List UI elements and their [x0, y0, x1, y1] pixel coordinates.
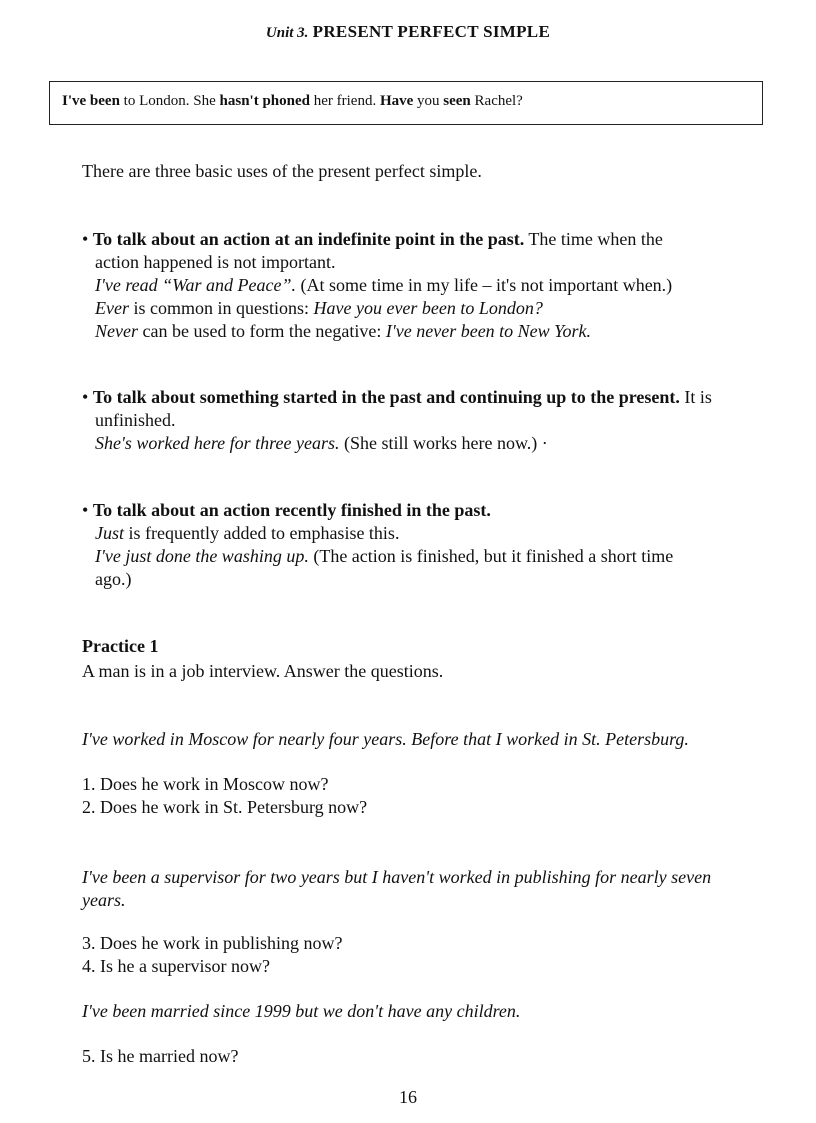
- bullet: •: [82, 387, 93, 407]
- example-text: Have you ever been to London?: [313, 298, 543, 318]
- intro-text: There are three basic uses of the present perfect simple.: [82, 161, 482, 181]
- example-text: She's worked here for three years.: [95, 433, 340, 453]
- use-text: is common in questions:: [128, 298, 314, 318]
- box-text: hasn't phoned: [219, 93, 310, 109]
- page-header: [0, 22, 816, 42]
- example-text: I've never been to New York.: [385, 321, 592, 341]
- practice-heading: Practice 1: [82, 636, 159, 656]
- box-text: seen: [443, 93, 471, 109]
- use-section-1: [82, 228, 772, 343]
- use-text: (She still works here now.) ·: [339, 433, 548, 453]
- use-text: (The action is finished, but it finished a short time: [308, 546, 674, 566]
- example-text: I've read “War and Peace”.: [95, 275, 296, 295]
- box-text: I've been: [62, 93, 120, 109]
- practice-instruction: A man is in a job interview. Answer the questions.: [82, 661, 444, 681]
- box-text: Rachel?: [470, 93, 523, 109]
- practice-passage-2: [82, 866, 782, 912]
- example-text: Ever: [95, 298, 129, 318]
- example-text: I've just done the washing up.: [95, 546, 309, 566]
- box-text: you: [413, 93, 444, 109]
- example-text: Just: [95, 523, 124, 543]
- use-heading: To talk about an action at an indefinite point in the past.: [92, 229, 525, 249]
- use-text: The time when the: [524, 229, 663, 249]
- use-text: unfinished.: [95, 410, 176, 430]
- example-text: Never: [95, 321, 138, 341]
- question-5: 5. Is he married now?: [82, 1046, 239, 1066]
- example-box: [49, 81, 763, 125]
- use-heading: To talk about something started in the past and continuing up to the present.: [92, 387, 680, 407]
- practice-passage-3: I've been married since 1999 but we don't have any children.: [82, 1001, 521, 1021]
- passage-line: I've been a supervisor for two years but I haven't worked in publishing for nearly seven: [82, 867, 712, 887]
- use-text: can be used to form the negative:: [137, 321, 386, 341]
- box-text: her friend.: [309, 93, 380, 109]
- question-2: 2. Does he work in St. Petersburg now?: [82, 797, 368, 817]
- question-4: 4. Is he a supervisor now?: [82, 956, 270, 976]
- unit-title: PRESENT PERFECT SIMPLE: [312, 22, 551, 41]
- passage-line: years.: [82, 890, 126, 910]
- use-text: (At some time in my life – it's not important when.): [295, 275, 673, 295]
- question-1: 1. Does he work in Moscow now?: [82, 774, 329, 794]
- use-section-3: [82, 499, 772, 591]
- unit-label: Unit 3.: [265, 25, 309, 41]
- bullet: •: [82, 229, 93, 249]
- bullet: •: [82, 500, 93, 520]
- use-text: action happened is not important.: [95, 252, 336, 272]
- question-3: 3. Does he work in publishing now?: [82, 933, 343, 953]
- use-text: It is: [679, 387, 712, 407]
- box-text: Have: [379, 93, 414, 109]
- practice-passage-1: I've worked in Moscow for nearly four years. Before that I worked in St. Petersburg.: [82, 729, 689, 749]
- use-text: ago.): [95, 569, 132, 589]
- box-text: to London. She: [119, 93, 220, 109]
- use-section-2: [82, 386, 772, 455]
- use-text: is frequently added to emphasise this.: [124, 523, 400, 543]
- page-number: 16: [399, 1087, 417, 1107]
- use-heading: To talk about an action recently finished in the past.: [92, 500, 491, 520]
